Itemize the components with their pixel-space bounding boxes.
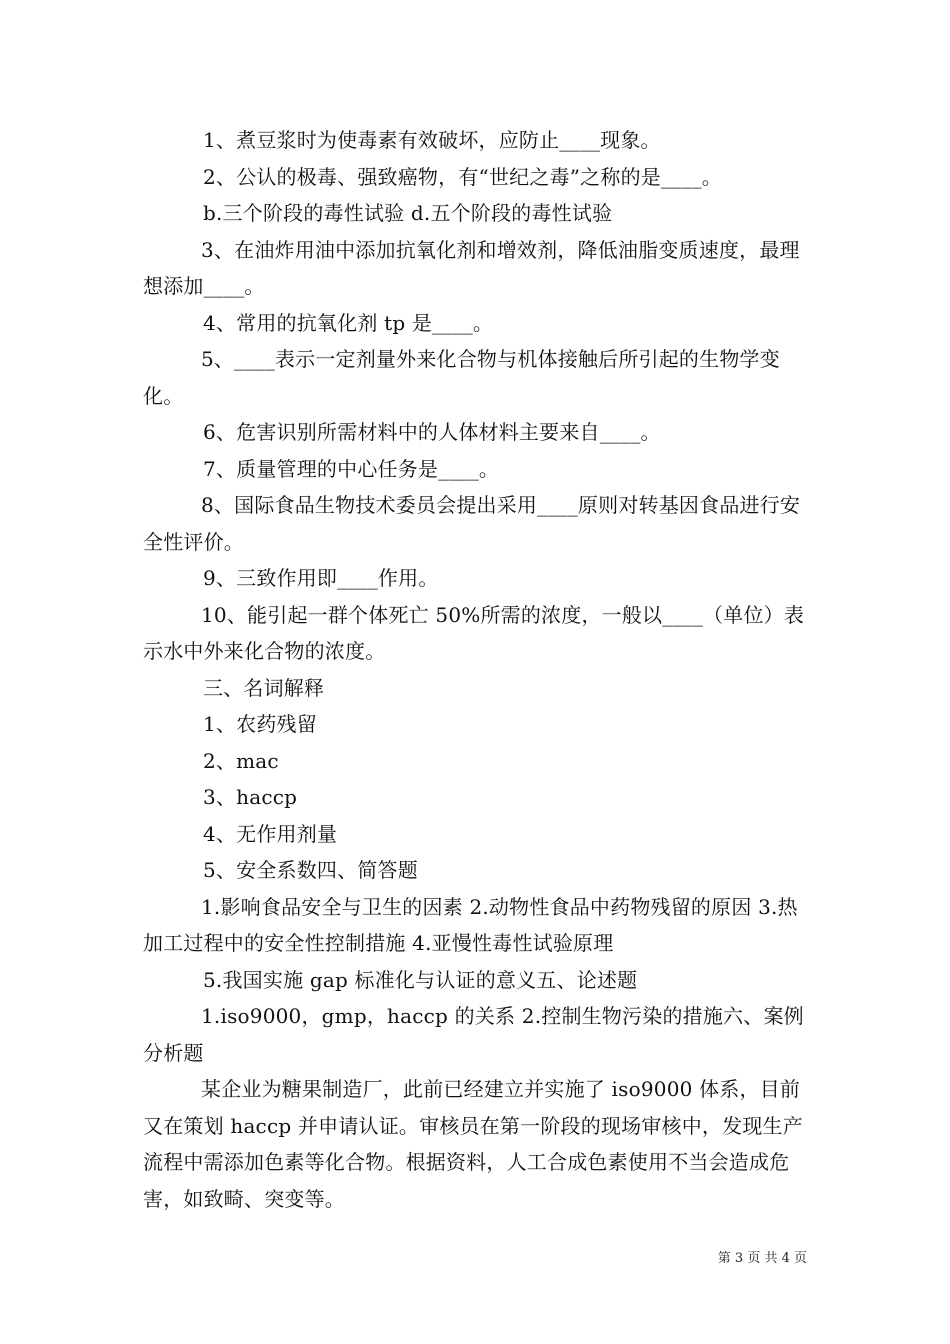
question-10: 10、能引起一群个体死亡 50%所需的浓度，一般以____（单位）表示水中外来化合物的浓度。 [143, 602, 805, 663]
term-1: 1、农药残留 [203, 712, 317, 736]
short-answer-items: 1.影响食品安全与卫生的因素 2.动物性食品中药物残留的原因 3.热加工过程中的安全性控制措施 4.亚慢性毒性试验原理 [143, 894, 798, 955]
question-7: 7、质量管理的中心任务是____。 [203, 456, 500, 481]
question-3: 3、在油炸用油中添加抗氧化剂和增效剂，降低油脂变质速度，最理想添加____。 [143, 237, 800, 298]
question-6: 6、危害识别所需材料中的人体材料主要来自____。 [203, 420, 661, 444]
question-4: 4、常用的抗氧化剂 tp 是____。 [203, 310, 494, 335]
page-number-footer: 第 3 页 共 4 页 [717, 1251, 807, 1266]
section-heading-terms: 三、名词解释 [203, 675, 325, 700]
question-8: 8、国际食品生物技术委员会提出采用____原则对转基因食品进行安全性评价。 [143, 493, 801, 554]
term-5-and-short-answer-heading: 5、安全系数四、简答题 [203, 858, 418, 882]
option-line: b.三个阶段的毒性试验 d.五个阶段的毒性试验 [203, 201, 613, 225]
essay-items-and-case-heading: 1.iso9000，gmp，haccp 的关系 2.控制生物污染的措施六、案例分析题 [143, 1004, 804, 1065]
document-body [143, 122, 807, 1217]
question-9: 9、三致作用即____作用。 [203, 566, 439, 590]
case-study-paragraph: 某企业为糖果制造厂，此前已经建立并实施了 iso9000 体系，目前又在策划 haccp 并申请认证。审核员在第一阶段的现场审核中，发现生产流程中需添加色素等化合物。根据资料，人工合成色素使用不当会造成危害，如致畸、突变等。 [143, 1077, 803, 1211]
question-2: 2、公认的极毒、强致癌物，有“世纪之毒”之称的是____。 [203, 164, 722, 189]
term-4: 4、无作用剂量 [203, 821, 338, 846]
term-2: 2、mac [203, 748, 279, 773]
term-3: 3、haccp [203, 785, 298, 809]
question-5: 5、____表示一定剂量外来化合物与机体接触后所引起的生物学变化。 [143, 347, 780, 408]
short-answer-item-5-and-essay-heading: 5.我国实施 gap 标准化与认证的意义五、论述题 [203, 967, 638, 992]
question-1: 1、煮豆浆时为使毒素有效破坏，应防止____现象。 [203, 128, 661, 152]
